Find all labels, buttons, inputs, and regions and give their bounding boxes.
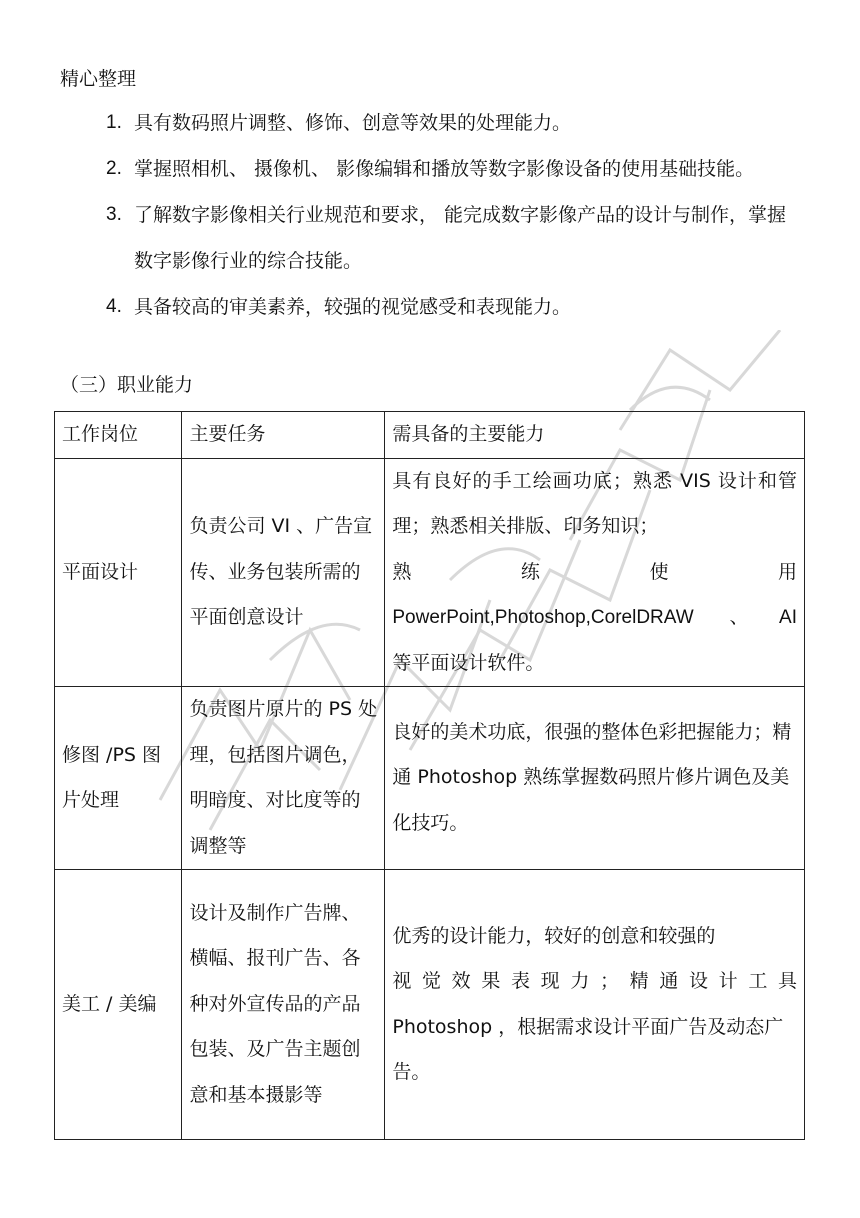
ability-text: 等平面设计软件。 (392, 651, 545, 674)
cell-position: 修图 /PS 图片处理 (55, 687, 182, 870)
ability-text: 优秀的设计能力，较好的创意和较强的 (392, 924, 716, 947)
list-text: 了解数字影像相关行业规范和要求， 能完成数字影像产品的设计与制作，掌握数字影像行业的综合技能。 (134, 204, 787, 272)
list-item (106, 284, 796, 330)
list-number: 3. (106, 204, 122, 225)
cell-abilities (385, 458, 805, 687)
ability-text: 熟 练 使 用 (392, 560, 797, 583)
ability-text: 视觉效果表现力；精通设计工具 (392, 970, 797, 992)
table-row (55, 458, 805, 687)
cell-task: 负责图片原片的 PS 处理，包括图片调色，明暗度、对比度等的调整等 (182, 687, 385, 870)
page-header: 精心整理 (60, 68, 137, 90)
ability-text: PowerPoint,Photoshop,CorelDRAW 、AI (392, 607, 797, 628)
cell-abilities (385, 870, 805, 1140)
list-text: 掌握照相机、 摄像机、 影像编辑和播放等数字影像设备的使用基础技能。 (134, 158, 755, 180)
table-header-row (55, 412, 805, 459)
list-item (106, 100, 796, 146)
column-header-task: 主要任务 (182, 412, 385, 459)
section-heading: （三）职业能力 (60, 374, 194, 396)
cell-task: 负责公司 VI 、广告宣传、业务包装所需的平面创意设计 (182, 458, 385, 687)
cell-position: 平面设计 (55, 458, 182, 687)
ability-text: Photoshop ，根据需求设计平面广告及动态广告。 (392, 1015, 784, 1083)
cell-position: 美工 / 美编 (55, 870, 182, 1140)
job-ability-table (54, 411, 805, 1140)
list-number: 4. (106, 296, 122, 317)
list-item (106, 192, 796, 284)
list-text: 具备较高的审美素养，较强的视觉感受和表现能力。 (134, 296, 572, 318)
cell-task: 设计及制作广告牌、横幅、报刊广告、各种对外宣传品的产品包装、及广告主题创意和基本摄影等 (182, 870, 385, 1140)
column-header-abilities: 需具备的主要能力 (385, 412, 805, 459)
cell-abilities: 良好的美术功底，很强的整体色彩把握能力；精通 Photoshop 熟练掌握数码照片修片调色及美化技巧。 (385, 687, 805, 870)
table-row (55, 870, 805, 1140)
capability-list (106, 100, 796, 330)
list-item (106, 146, 796, 192)
table-row (55, 687, 805, 870)
list-number: 1. (106, 112, 122, 133)
list-text: 具有数码照片调整、修饰、创意等效果的处理能力。 (134, 112, 572, 134)
ability-text: 具有良好的手工绘画功底；熟悉 VIS 设计和管理；熟悉相关排版、印务知识； (392, 469, 797, 537)
column-header-position: 工作岗位 (55, 412, 182, 459)
list-number: 2. (106, 158, 122, 179)
